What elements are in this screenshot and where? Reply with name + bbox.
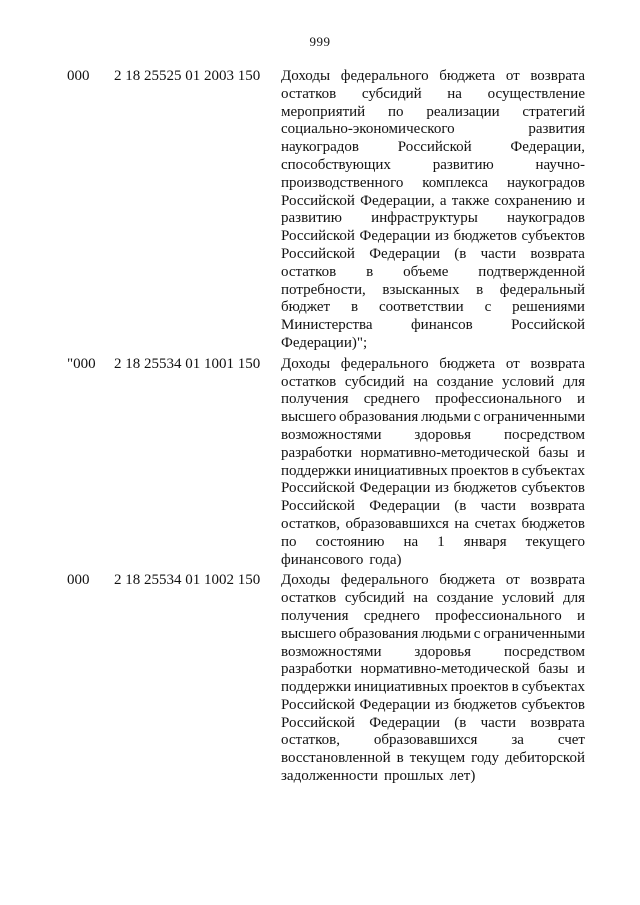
word: развития [528, 121, 585, 138]
word: финансового [281, 551, 364, 568]
word: прошлых [384, 768, 444, 785]
word: развитию [281, 210, 342, 227]
word: субъектов [521, 480, 585, 497]
word: финансов [410, 317, 473, 334]
description-line [281, 86, 585, 104]
word: наукоградов [281, 139, 359, 156]
description-line-words [281, 768, 585, 786]
word: субъектов [521, 696, 585, 713]
description-line [281, 516, 585, 534]
word: научно- [535, 156, 585, 173]
description-line-words [281, 750, 585, 768]
description-line [281, 552, 585, 570]
administrator-code: 000 [67, 68, 90, 84]
word: высшего [281, 625, 337, 642]
word: нормативно-методической [360, 444, 530, 461]
word: социально-экономического [281, 121, 455, 138]
word: в [476, 281, 484, 298]
word: остатков, [281, 515, 340, 532]
word: образования [339, 625, 419, 642]
description-line [281, 391, 585, 409]
description-line-words [281, 193, 585, 211]
word: возврата [530, 245, 585, 262]
word: Российской [281, 480, 355, 497]
word: возврата [530, 498, 585, 515]
description-line [281, 715, 585, 733]
word: создание [436, 590, 494, 607]
word: осуществление [487, 85, 585, 102]
word: для [562, 590, 585, 607]
description-line [281, 679, 585, 697]
word: Российской [281, 228, 355, 245]
word: Федерации [359, 228, 431, 245]
word: части [480, 498, 517, 515]
word: и [576, 192, 585, 209]
description-line [281, 193, 585, 211]
description-line-words [281, 210, 585, 228]
word: проектов [450, 462, 509, 479]
word: федерального [340, 355, 429, 372]
description-line-words [281, 317, 585, 335]
description-line-words [281, 86, 585, 104]
word: ограниченными [483, 625, 585, 642]
word: в [511, 679, 519, 696]
description-line-words [281, 498, 585, 516]
description-line-words [281, 427, 585, 445]
word: среднего [363, 391, 420, 408]
word: с [473, 409, 481, 426]
description-line [281, 661, 585, 679]
word: части [480, 714, 517, 731]
word: части [480, 245, 517, 262]
word: Федерации [359, 696, 431, 713]
description-line-words [281, 463, 585, 481]
word: на [454, 515, 470, 532]
word: по [388, 103, 404, 120]
budget-classification-code: 2 18 25534 01 1002 150 [114, 572, 261, 589]
word: развитию [432, 156, 494, 173]
description-line [281, 157, 585, 175]
word: профессионального [435, 607, 562, 624]
word: решениями [512, 299, 585, 316]
word: остатков [281, 373, 337, 390]
word: Доходы [281, 572, 331, 589]
word: остатков [281, 263, 337, 280]
word: условий [502, 590, 555, 607]
word: из [434, 480, 449, 497]
description-line [281, 480, 585, 498]
word: получения [281, 391, 349, 408]
word: создание [436, 373, 494, 390]
word: базы [538, 444, 569, 461]
word: условий [502, 373, 555, 390]
word: а [439, 192, 447, 209]
word: на [413, 373, 428, 390]
word: также [451, 192, 490, 209]
word: лет) [449, 768, 476, 785]
description-line-words [281, 679, 585, 697]
word: людьми [421, 409, 471, 426]
description-line [281, 68, 585, 86]
description-line-words [281, 374, 585, 392]
word: Российской [511, 317, 585, 334]
word: Министерства [281, 317, 373, 334]
word: года) [369, 551, 402, 568]
word: счет [557, 732, 585, 749]
word: посредством [503, 426, 585, 443]
word: на [413, 590, 428, 607]
word: соответствии [378, 299, 464, 316]
budget-code-entry [0, 356, 640, 570]
word: возможностями [281, 426, 382, 443]
word: сохранению [494, 192, 572, 209]
word: возврата [530, 714, 585, 731]
description-line [281, 121, 585, 139]
word: возврата [530, 68, 585, 84]
description-line [281, 590, 585, 608]
word: бюджетов [521, 515, 585, 532]
word: базы [538, 661, 569, 678]
word: счетах [474, 515, 517, 532]
description-line-words [281, 409, 585, 427]
income-description [281, 68, 585, 353]
word: ограниченными [483, 409, 585, 426]
word: текущего [525, 533, 585, 550]
description-line [281, 139, 585, 157]
description-line [281, 282, 585, 300]
word: проектов [450, 679, 509, 696]
description-line-words [281, 175, 585, 193]
word: (в [454, 498, 467, 515]
description-line-words [281, 552, 585, 570]
word: подтвержденной [478, 263, 585, 280]
description-line-words [281, 157, 585, 175]
word: разработки [281, 444, 353, 461]
word: поддержки [281, 679, 352, 696]
description-line [281, 534, 585, 552]
word: Российской [281, 192, 355, 209]
description-line-words [281, 139, 585, 157]
word: способствующих [281, 156, 391, 173]
word: Российской [281, 498, 355, 515]
word: из [434, 696, 449, 713]
word: Федерации [359, 480, 431, 497]
description-line-words [281, 590, 585, 608]
description-line-words [281, 445, 585, 463]
word: дебиторской [504, 750, 585, 767]
word: субсидий [361, 85, 422, 102]
word: наукоградов [507, 210, 585, 227]
description-line-words [281, 572, 585, 590]
word: бюджета [439, 68, 496, 84]
word: бюджета [439, 355, 496, 372]
word: и [576, 391, 585, 408]
description-line-words [281, 264, 585, 282]
word: здоровья [414, 426, 472, 443]
word: разработки [281, 661, 353, 678]
word: и [576, 607, 585, 624]
description-line-words [281, 516, 585, 534]
word: Федерации [369, 498, 441, 515]
description-line [281, 356, 585, 374]
word: федеральный [499, 281, 585, 298]
description-line [281, 626, 585, 644]
word: федерального [340, 68, 429, 84]
word: по [281, 533, 297, 550]
word: для [562, 373, 585, 390]
word: поддержки [281, 462, 352, 479]
budget-code-list [0, 68, 640, 786]
description-line [281, 335, 585, 353]
word: от [505, 572, 520, 589]
word: остатков [281, 85, 337, 102]
word: в [366, 263, 374, 280]
description-line-words [281, 644, 585, 662]
word: образовавшихся [373, 732, 478, 749]
word: здоровья [414, 643, 472, 660]
word: субъектов [521, 228, 585, 245]
income-description [281, 572, 585, 786]
description-line [281, 374, 585, 392]
word: федерального [340, 572, 429, 589]
description-line-words [281, 246, 585, 264]
word: объеме [403, 263, 449, 280]
word: году [471, 750, 500, 767]
word: с [484, 299, 492, 316]
word: профессионального [435, 391, 562, 408]
description-line [281, 104, 585, 122]
word: посредством [503, 643, 585, 660]
description-line [281, 572, 585, 590]
description-line [281, 210, 585, 228]
description-line [281, 228, 585, 246]
word: остатков [281, 590, 337, 607]
word: наукоградов [507, 174, 585, 191]
budget-classification-code: 2 18 25525 01 2003 150 [114, 68, 261, 84]
word: за [511, 732, 524, 749]
word: текущем [409, 750, 466, 767]
budget-classification-code: 2 18 25534 01 1001 150 [114, 355, 261, 372]
word: на [447, 85, 462, 102]
word: и [576, 661, 585, 678]
word: стратегий [522, 103, 585, 120]
description-line-words [281, 299, 585, 317]
description-line [281, 608, 585, 626]
word: Российской [281, 245, 355, 262]
word: в [396, 750, 404, 767]
word: из [434, 228, 449, 245]
description-line [281, 427, 585, 445]
word: инфраструктуры [371, 210, 478, 227]
description-line-words [281, 282, 585, 300]
budget-code-entry [0, 68, 640, 353]
word: бюджетов [453, 480, 517, 497]
word: инициативных [354, 462, 448, 479]
word: взысканных [382, 281, 460, 298]
word: Федерации)"; [281, 334, 368, 351]
word: (в [454, 714, 467, 731]
word: комплекса [422, 174, 489, 191]
description-line [281, 409, 585, 427]
word: образования [339, 409, 419, 426]
word: среднего [363, 607, 420, 624]
description-line-words [281, 104, 585, 122]
description-line [281, 463, 585, 481]
word: Российской [397, 139, 472, 156]
description-line [281, 246, 585, 264]
description-line-words [281, 121, 585, 139]
word: потребности, [281, 281, 366, 298]
word: от [505, 355, 520, 372]
word: высшего [281, 409, 337, 426]
description-line-words [281, 356, 585, 374]
word: бюджета [439, 572, 496, 589]
word: бюджет [281, 299, 331, 316]
word: Российской [281, 696, 355, 713]
word: реализации [426, 103, 500, 120]
word: субъектах [521, 679, 585, 696]
word: бюджетов [453, 696, 517, 713]
description-line-words [281, 715, 585, 733]
word: с [473, 625, 481, 642]
description-line-words [281, 534, 585, 552]
word: 1 [437, 533, 445, 550]
word: получения [281, 607, 349, 624]
description-line [281, 750, 585, 768]
description-line-words [281, 391, 585, 409]
description-line-words [281, 68, 585, 86]
word: остатков, [281, 732, 340, 749]
word: возврата [530, 572, 585, 589]
description-line [281, 317, 585, 335]
word: Доходы [281, 68, 331, 84]
description-line-words [281, 608, 585, 626]
word: января [463, 533, 507, 550]
administrator-code: "000 [67, 355, 96, 372]
description-line-words [281, 732, 585, 750]
word: субъектах [521, 462, 585, 479]
description-line [281, 697, 585, 715]
description-line [281, 445, 585, 463]
description-line-words [281, 335, 585, 353]
word: мероприятий [281, 103, 366, 120]
word: состоянию [315, 533, 385, 550]
word: Федерации [369, 714, 441, 731]
word: Федерации, [510, 139, 585, 156]
description-line-words [281, 697, 585, 715]
description-line-words [281, 626, 585, 644]
income-description [281, 356, 585, 570]
word: от [505, 68, 520, 84]
description-line [281, 498, 585, 516]
word: Российской [281, 714, 355, 731]
description-line [281, 299, 585, 317]
page-number: 999 [309, 34, 331, 49]
word: субсидий [344, 590, 405, 607]
description-line [281, 732, 585, 750]
word: возможностями [281, 643, 382, 660]
word: бюджетов [453, 228, 517, 245]
word: субсидий [344, 373, 405, 390]
description-line-words [281, 228, 585, 246]
word: образовавшихся [345, 515, 449, 532]
budget-code-entry [0, 572, 640, 786]
word: Доходы [281, 355, 331, 372]
word: производственного [281, 174, 404, 191]
word: задолженности [281, 768, 378, 785]
word: нормативно-методической [360, 661, 530, 678]
word: инициативных [354, 679, 448, 696]
word: на [403, 533, 419, 550]
word: Федерации, [360, 192, 435, 209]
word: в [511, 462, 519, 479]
description-line [281, 644, 585, 662]
description-line [281, 264, 585, 282]
word: людьми [421, 625, 471, 642]
description-line-words [281, 480, 585, 498]
word: (в [454, 245, 467, 262]
word: и [576, 444, 585, 461]
word: восстановленной [281, 750, 391, 767]
description-line [281, 175, 585, 193]
description-line [281, 768, 585, 786]
administrator-code: 000 [67, 572, 90, 589]
description-line-words [281, 661, 585, 679]
word: возврата [530, 355, 585, 372]
word: Федерации [369, 245, 441, 262]
word: в [350, 299, 359, 316]
